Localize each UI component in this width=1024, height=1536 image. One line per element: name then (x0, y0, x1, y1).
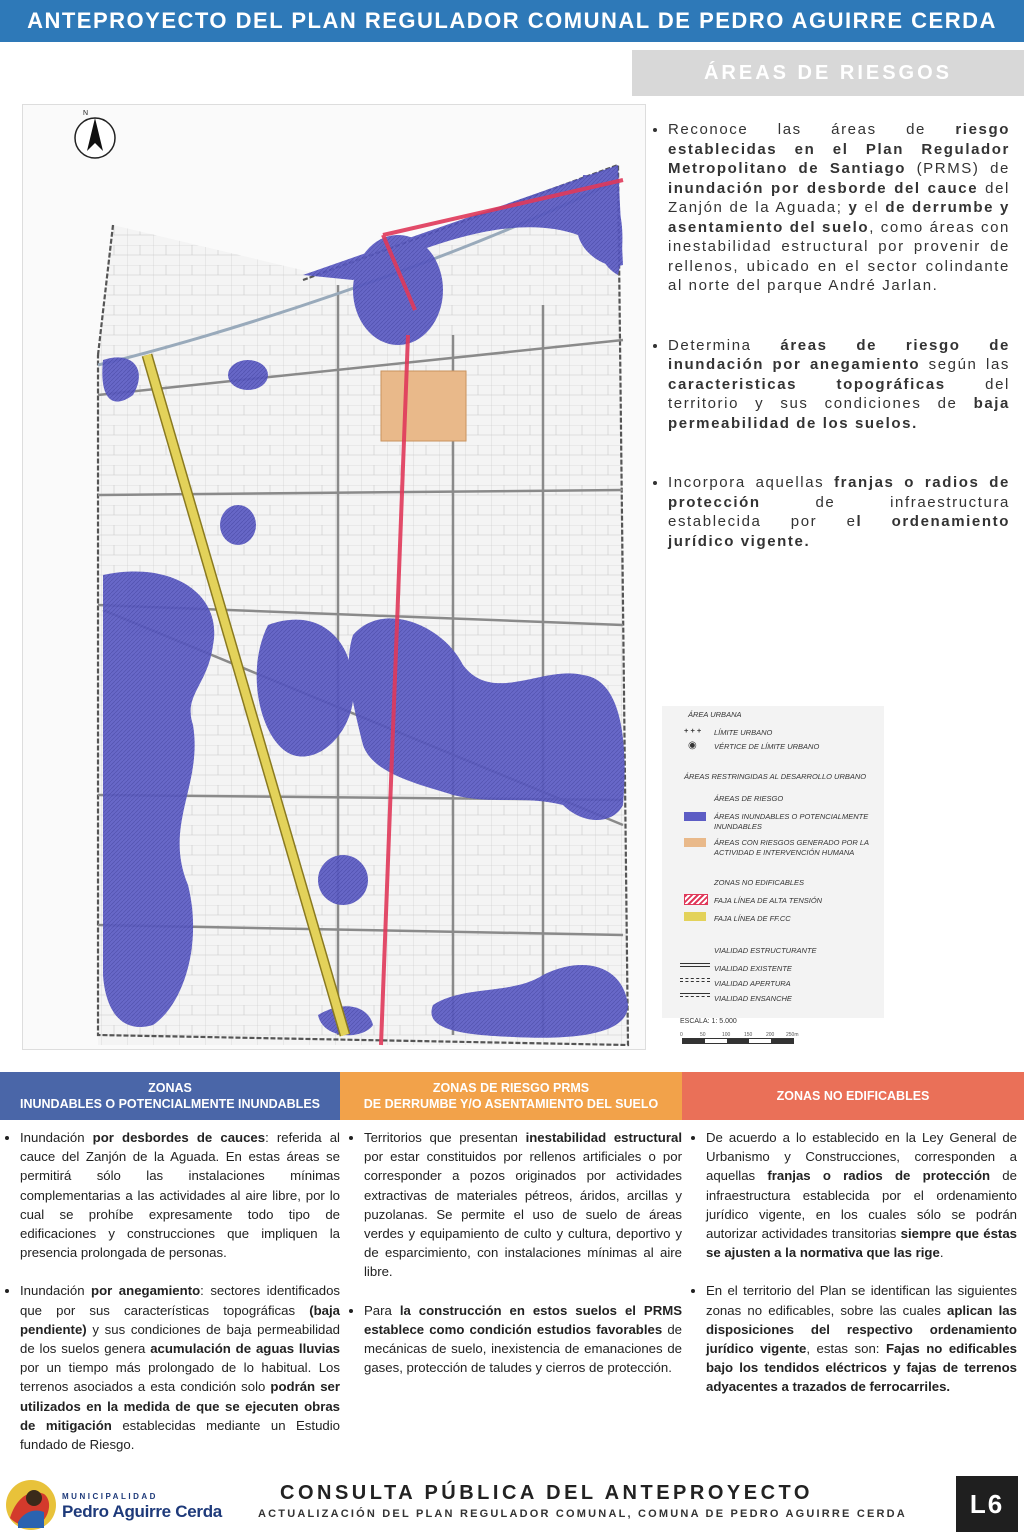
legend-heading: ZONAS NO EDIFICABLES (714, 878, 805, 887)
legend-label: ÁREAS INUNDABLES O POTENCIALMENTE (714, 812, 869, 821)
municipality-logo-icon (4, 1478, 58, 1532)
column-header-no-edificables (682, 1072, 1024, 1120)
scale-bar (682, 1038, 794, 1044)
column-header-line: ZONAS NO EDIFICABLES (776, 1089, 930, 1103)
logo-top-text: MUNICIPALIDAD (62, 1492, 158, 1501)
column-header-line: DE DERRUMBE Y/O ASENTAMIENTO DEL SUELO (363, 1097, 659, 1111)
intro-item: • Reconoce las áreas de riesgo establecidas en el Plan Regulador Metropolitano de Santiago (PRMS) de inundación por desborde del cauce del Zanjón de la Aguada; y el de derrumbe y asentamiento del suelo, como áreas con inestabilidad estructural por provenir de rellenos, ubicado en el sector colindante al norte del parque André Jarlan. (668, 120, 1010, 296)
legend-label: VIALIDAD APERTURA (714, 979, 791, 988)
legend-heading: ÁREAS DE RIESGO (714, 794, 784, 803)
intro-text (652, 120, 1010, 591)
sheet-badge: L6 (956, 1476, 1018, 1532)
column-item: • Territorios que presentan inestabilidad estructural por estar constituidos por rellenos artificiales o por corresponder a pozos originados por actividades extractivas de materiales pétreos, áridos, arcillas y puzolanas. Se permite el uso de suelo de áreas verdes y equipamiento de culto y cultura, deportivo y de esparcimiento, con instalaciones mínimas al aire libre. (364, 1128, 682, 1282)
scale-tick: 200 (766, 1032, 775, 1038)
column-header-line: INUNDABLES O POTENCIALMENTE INUNDABLES (19, 1097, 320, 1111)
legend-label: VÉRTICE DE LÍMITE URBANO (714, 742, 820, 751)
column-no-edificables (692, 1128, 1017, 1416)
column-derrumbe (350, 1128, 682, 1396)
north-label: N (83, 110, 89, 117)
legend-label: ÁREAS CON RIESGOS GENERADO POR LA (714, 838, 870, 847)
scale-tick: 250m (786, 1032, 799, 1038)
scale-tick: 150 (744, 1032, 753, 1038)
legend-heading: ÁREA URBANA (688, 710, 742, 719)
road-opening-symbol (680, 978, 710, 982)
legend-label: LÍMITE URBANO (714, 728, 773, 737)
footer-subtitle: ACTUALIZACIÓN DEL PLAN REGULADOR COMUNAL, COMUNA DE PEDRO AGUIRRE CERDA (258, 1508, 907, 1520)
intro-item: • Incorpora aquellas franjas o radios de protección de infraestructura establecida por el ordenamiento jurídico vigente. (668, 473, 1010, 551)
legend-label: INUNDABLES (714, 822, 762, 831)
legend-label: FAJA LÍNEA DE FF.CC (714, 914, 791, 923)
road-widening-symbol (680, 993, 710, 997)
flood-swatch (684, 812, 706, 821)
legend-heading: VIALIDAD ESTRUCTURANTE (714, 946, 817, 955)
scale-tick: 0 (680, 1032, 683, 1038)
high-voltage-swatch (684, 894, 708, 905)
footer-title: CONSULTA PÚBLICA DEL ANTEPROYECTO (280, 1482, 813, 1504)
column-item: • Inundación por anegamiento: sectores identificados que por sus características topográficas (baja pendiente) y sus condiciones de baja permeabilidad de los suelos genera acumulación de aguas lluvias por un tiempo más prolongado de lo habitual. Los terrenos asociados a esta condición solo podrán ser utilizados en la medida de que se ejecuten obras de mitigación establecidas mediante un Estudio fundado de Riesgo. (20, 1281, 340, 1454)
section-title: ÁREAS DE RIESGOS (632, 50, 1024, 96)
railway-swatch (684, 912, 706, 921)
column-inundables (6, 1128, 340, 1473)
legend-label: FAJA LÍNEA DE ALTA TENSIÓN (714, 896, 823, 905)
map-canvas (23, 105, 645, 1049)
page-title: ANTEPROYECTO DEL PLAN REGULADOR COMUNAL DE PEDRO AGUIRRE CERDA (0, 0, 1024, 42)
risk-map[interactable] (22, 104, 646, 1050)
road-existing-symbol (680, 963, 710, 967)
column-item: • En el territorio del Plan se identifican las siguientes zonas no edificables, sobre las cuales aplican las disposiciones del respectivo ordenamiento jurídico vigente, estas son: Fajas no edificables bajo los tendidos eléctricos y fajas de terrenos adyacentes a trazados de ferrocarriles. (706, 1281, 1017, 1396)
column-header-line: ZONAS (148, 1081, 192, 1095)
legend-label: VIALIDAD EXISTENTE (714, 964, 792, 973)
scale-tick: 50 (700, 1032, 706, 1038)
column-item: • De acuerdo a lo establecido en la Ley General de Urbanismo y Construcciones, corresponden a aquellas franjas o radios de protección de infraestructura establecida por el ordenamiento jurídico vigente, en los cuales sólo se podrán autorizar actividades transitorias siempre que éstas se ajusten a la normativa que las rige. (706, 1128, 1017, 1262)
limit-symbol: + + + (684, 726, 702, 735)
scale-label: ESCALA: 1: 5.000 (680, 1018, 737, 1025)
vertex-icon: ◉ (688, 740, 697, 751)
legend-label: ACTIVIDAD E INTERVENCIÓN HUMANA (714, 848, 855, 857)
intro-item: • Determina áreas de riesgo de inundación por anegamiento según las caracteristicas topográficas del territorio y sus condiciones de baja permeabilidad de los suelos. (668, 336, 1010, 434)
column-item: • Inundación por desbordes de cauces: referida al cauce del Zanjón de la Aguada. En estas áreas se permitirá sólo las instalaciones mínimas complementarias a las actividades al aire libre, por lo cual se prohíbe expresamente todo tipo de edificaciones y construcciones que impliquen la presencia prolongada de personas. (20, 1128, 340, 1262)
logo-main-text: Pedro Aguirre Cerda (62, 1502, 222, 1521)
map-legend (662, 706, 884, 1018)
column-header-inundables (0, 1072, 340, 1120)
column-header-derrumbe (340, 1072, 682, 1120)
column-item: • Para la construcción en estos suelos el PRMS establece como condición estudios favorables de mecánicas de suelo, inexistencia de emanaciones de gases, protección de taludes y cierros de protección. (364, 1301, 682, 1378)
human-risk-swatch (684, 838, 706, 847)
legend-heading: ÁREAS RESTRINGIDAS AL DESARROLLO URBANO (684, 772, 867, 781)
legend-label: VIALIDAD ENSANCHE (714, 994, 792, 1003)
scale-tick: 100 (722, 1032, 731, 1038)
column-header-line: ZONAS DE RIESGO PRMS (432, 1081, 590, 1095)
